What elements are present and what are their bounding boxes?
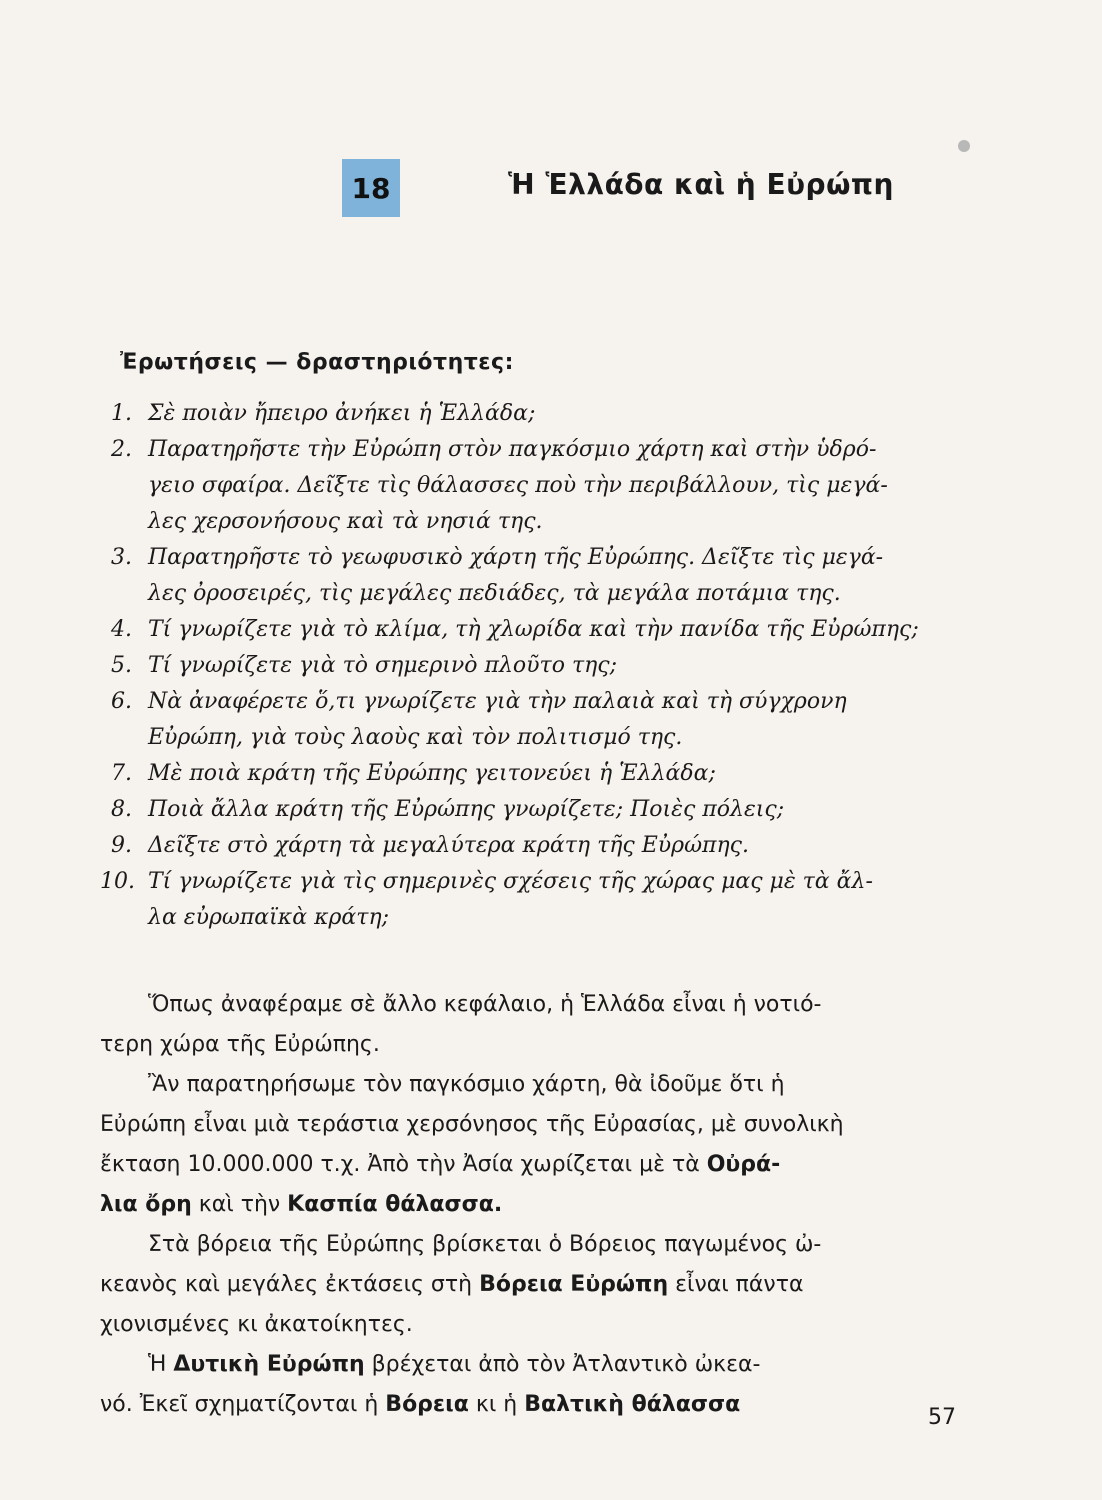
question-text: λες χερσονήσους καὶ τὰ νησιά της. xyxy=(148,509,543,534)
body-text-span: καὶ τὴν xyxy=(191,1192,288,1217)
body-text-span: νό. Ἐκεῖ σχηματίζονται ἡ xyxy=(100,1392,386,1417)
question-text: Τί γνωρίζετε γιὰ τὸ σημερινὸ πλοῦτο της; xyxy=(148,653,618,678)
question-continuation xyxy=(100,720,960,756)
bold-term: λια ὄρη xyxy=(100,1192,192,1217)
question-text: Νὰ ἀναφέρετε ὅ,τι γνωρίζετε γιὰ τὴν παλαιὰ καὶ τὴ σύγχρονη xyxy=(148,689,847,714)
question-item xyxy=(100,684,960,720)
body-line: χιονισμένες κι ἀκατοίκητες. xyxy=(100,1312,413,1337)
body-line: Στὰ βόρεια τῆς Εὐρώπης βρίσκεται ὁ Βόρειος παγωμένος ὠ- xyxy=(148,1232,822,1257)
question-number: 3. xyxy=(111,545,132,570)
question-text: Παρατηρῆστε τὴν Εὐρώπη στὸν παγκόσμιο χάρτη καὶ στὴν ὑδρό- xyxy=(148,437,877,462)
question-number: 4. xyxy=(111,617,132,642)
question-number: 9. xyxy=(111,833,132,858)
question-number: 7. xyxy=(111,761,132,786)
body-text-span: κι ἡ xyxy=(468,1392,525,1417)
question-item xyxy=(100,540,960,576)
question-text: Μὲ ποιὰ κράτη τῆς Εὐρώπης γειτονεύει ἡ Ἑλλάδα; xyxy=(148,761,716,786)
questions-heading: Ἐρωτήσεις — δραστηριότητες: xyxy=(120,350,514,375)
question-text: λα εὐρωπαϊκὰ κράτη; xyxy=(148,905,390,930)
question-continuation xyxy=(100,900,960,936)
question-number: 6. xyxy=(111,689,132,714)
bold-term: Οὐρά- xyxy=(706,1152,781,1177)
question-text: Τί γνωρίζετε γιὰ τὸ κλίμα, τὴ χλωρίδα καὶ τὴν πανίδα τῆς Εὐρώπης; xyxy=(148,617,919,642)
chapter-number: 18 xyxy=(351,171,391,205)
body-line xyxy=(100,1265,962,1305)
bold-term: Βόρεια xyxy=(385,1392,469,1417)
question-number: 10. xyxy=(100,869,135,894)
question-item xyxy=(100,864,960,900)
question-continuation xyxy=(100,504,960,540)
question-text: Εὐρώπη, γιὰ τοὺς λαοὺς καὶ τὸν πολιτισμό της. xyxy=(148,725,683,750)
body-line xyxy=(100,1145,962,1185)
bold-term: Κασπία θάλασσα. xyxy=(287,1192,503,1217)
question-item xyxy=(100,432,960,468)
chapter-title: Ἡ Ἑλλάδα καὶ ἡ Εὐρώπη xyxy=(508,168,894,201)
question-number: 2. xyxy=(111,437,132,462)
chapter-number-badge xyxy=(342,159,400,217)
question-item xyxy=(100,396,960,432)
question-text: Τί γνωρίζετε γιὰ τὶς σημερινὲς σχέσεις τῆς χώρας μας μὲ τὰ ἄλ- xyxy=(148,869,873,894)
question-number: 5. xyxy=(111,653,132,678)
body-text-span: Ἡ xyxy=(148,1352,174,1377)
question-item xyxy=(100,648,960,684)
question-text: λες ὀροσειρές, τὶς μεγάλες πεδιάδες, τὰ μεγάλα ποτάμια της. xyxy=(148,581,841,606)
question-text: Σὲ ποιὰν ἤπειρο ἀνήκει ἡ Ἑλλάδα; xyxy=(148,401,536,426)
body-line xyxy=(100,1385,962,1425)
bold-term: Δυτικὴ Εὐρώπη xyxy=(173,1352,365,1377)
paper-speck xyxy=(958,140,970,152)
question-item xyxy=(100,612,960,648)
body-line xyxy=(100,1185,962,1225)
body-line xyxy=(100,1345,962,1385)
bold-term: Βαλτικὴ θάλασσα xyxy=(524,1392,741,1417)
question-text: Δεῖξτε στὸ χάρτη τὰ μεγαλύτερα κράτη τῆς Εὐρώπης. xyxy=(148,833,749,858)
body-line: Ἂν παρατηρήσωμε τὸν παγκόσμιο χάρτη, θὰ ἰδοῦμε ὅτι ἡ xyxy=(148,1072,785,1097)
body-text-span: κεανὸς καὶ μεγάλες ἐκτάσεις στὴ xyxy=(100,1272,480,1297)
question-continuation xyxy=(100,468,960,504)
body-text-span: εἶναι πάντα xyxy=(668,1272,804,1297)
body-line: Εὐρώπη εἶναι μιὰ τεράστια χερσόνησος τῆς Εὐρασίας, μὲ συνολικὴ xyxy=(100,1112,844,1137)
question-continuation xyxy=(100,576,960,612)
question-number: 1. xyxy=(111,401,132,426)
body-text-span: βρέχεται ἀπὸ τὸν Ἀτλαντικὸ ὠκεα- xyxy=(364,1352,761,1377)
question-number: 8. xyxy=(111,797,132,822)
question-text: Παρατηρῆστε τὸ γεωφυσικὸ χάρτη τῆς Εὐρώπης. Δεῖξτε τὶς μεγά- xyxy=(148,545,884,570)
question-item xyxy=(100,756,960,792)
bold-term: Βόρεια Εὐρώπη xyxy=(479,1272,669,1297)
question-text: Ποιὰ ἄλλα κράτη τῆς Εὐρώπης γνωρίζετε; Ποιὲς πόλεις; xyxy=(148,797,785,822)
body-text-span: ἔκταση 10.000.000 τ.χ. Ἀπὸ τὴν Ἀσία χωρίζεται μὲ τὰ xyxy=(100,1152,707,1177)
body-line: Ὅπως ἀναφέραμε σὲ ἄλλο κεφάλαιο, ἡ Ἑλλάδα εἶναι ἡ νοτιό- xyxy=(148,992,822,1017)
question-item xyxy=(100,828,960,864)
page-number: 57 xyxy=(928,1405,956,1430)
question-item xyxy=(100,792,960,828)
question-text: γειο σφαίρα. Δεῖξτε τὶς θάλασσες ποὺ τὴν περιβάλλουν, τὶς μεγά- xyxy=(148,473,888,498)
body-line: τερη χώρα τῆς Εὐρώπης. xyxy=(100,1032,380,1057)
